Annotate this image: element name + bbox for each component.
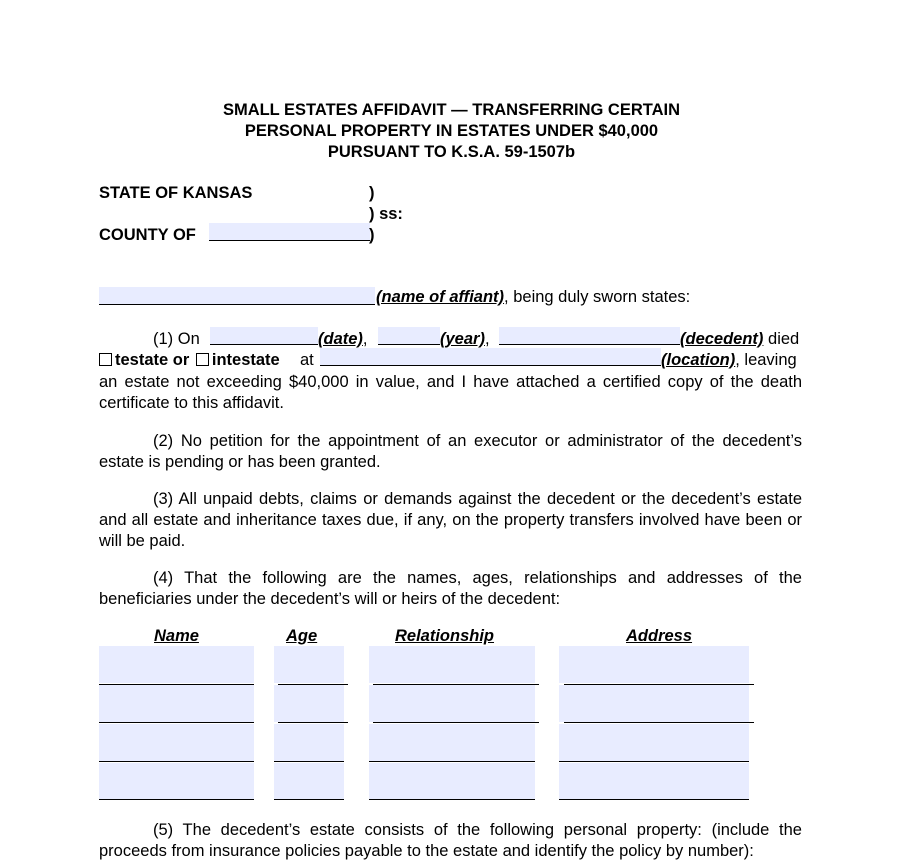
county-label: COUNTY OF (99, 226, 196, 244)
row-2-relationship-line (373, 722, 539, 723)
intestate-checkbox[interactable] (196, 353, 209, 366)
venue-paren-3: ) (369, 226, 375, 244)
p1-testate-line (99, 351, 280, 370)
row-3-age-line (274, 761, 344, 762)
p1-on: (1) On (153, 330, 200, 348)
intestate-label: intestate (211, 351, 280, 369)
row-2-age[interactable] (274, 685, 344, 722)
row-3-address-line (559, 761, 749, 762)
paragraph-2 (99, 431, 802, 473)
title-line-1: SMALL ESTATES AFFIDAVIT — TRANSFERRING CERTAIN (222, 101, 681, 119)
document-title (0, 100, 903, 163)
year-field[interactable] (378, 327, 440, 345)
date-comma: , (362, 330, 368, 348)
row-3-address[interactable] (559, 724, 749, 761)
row-3-relationship-line (369, 761, 535, 762)
row-4-age[interactable] (274, 763, 344, 800)
date-label: (date) (318, 330, 363, 348)
affiant-name-field[interactable] (99, 287, 375, 305)
year-comma: , (484, 330, 490, 348)
paragraph-3 (99, 489, 802, 552)
county-field[interactable] (209, 223, 370, 241)
paragraph-3-text: (3) All unpaid debts, claims or demands against the decedent or the decedent’s estate and all estate and inheritance taxes due, if any, on the property transfers involved have been or will be paid. (99, 490, 802, 550)
venue-paren-1: ) (369, 184, 375, 202)
title-line-2: PERSONAL PROPERTY IN ESTATES UNDER $40,000 (244, 122, 659, 140)
row-3-relationship[interactable] (369, 724, 535, 761)
paragraph-4 (99, 568, 802, 610)
row-3-name-line (99, 761, 254, 762)
row-4-name[interactable] (99, 763, 254, 800)
paragraph-2-text: (2) No petition for the appointment of an executor or administrator of the decedent’s estate is pending or has been granted. (99, 432, 802, 471)
row-2-age-line (278, 722, 348, 723)
p1-year (440, 330, 490, 349)
row-1-age[interactable] (274, 646, 344, 683)
header-age: Age (286, 627, 318, 645)
row-2-address[interactable] (559, 685, 749, 722)
year-label: (year) (440, 330, 485, 348)
decedent-label: (decedent) (680, 330, 764, 348)
paragraph-4-text: (4) That the following are the names, ages, relationships and addresses of the beneficiaries under the decedent’s will or heirs of the decedent: (99, 569, 802, 608)
row-4-name-line (99, 799, 254, 800)
header-address: Address (626, 627, 693, 645)
row-4-address-line (559, 799, 749, 800)
row-1-name[interactable] (99, 646, 254, 683)
row-4-address[interactable] (559, 763, 749, 800)
title-line-3: PURSUANT TO K.S.A. 59-1507b (327, 143, 576, 161)
affiant-line (376, 288, 690, 307)
header-name: Name (154, 627, 199, 645)
row-2-name-line (99, 722, 254, 723)
p1-date (318, 330, 368, 349)
row-2-name[interactable] (99, 685, 254, 722)
row-4-relationship-line (369, 799, 535, 800)
p1-rest: an estate not exceeding $40,000 in value, and I have attached a certified copy of the death certificate to this affidavit. (99, 373, 802, 412)
location-field[interactable] (320, 348, 661, 366)
location-label: (location) (661, 351, 736, 369)
row-2-relationship[interactable] (369, 685, 535, 722)
date-field[interactable] (210, 327, 318, 345)
p1-decedent (680, 330, 799, 349)
row-3-age[interactable] (274, 724, 344, 761)
row-2-address-line (564, 722, 754, 723)
state-label: STATE OF KANSAS (99, 184, 253, 202)
venue-ss: ) ss: (369, 205, 403, 223)
row-4-age-line (274, 799, 344, 800)
row-4-relationship[interactable] (369, 763, 535, 800)
testate-label: testate or (115, 351, 190, 369)
at-label: at (300, 351, 314, 369)
affiant-label: (name of affiant) (376, 288, 505, 306)
died-text: died (763, 330, 800, 348)
leaving-text: , leaving (735, 351, 797, 369)
decedent-field[interactable] (499, 327, 680, 345)
row-3-name[interactable] (99, 724, 254, 761)
affiant-after: , being duly sworn states: (504, 288, 691, 306)
testate-checkbox[interactable] (99, 353, 112, 366)
header-relationship: Relationship (395, 627, 495, 645)
paragraph-5-text: (5) The decedent’s estate consists of the following personal property: (include the proceeds from insurance policies payable to the estate and identify the policy by number): (99, 821, 802, 860)
paragraph-5 (99, 820, 802, 862)
row-1-relationship[interactable] (369, 646, 535, 683)
p1-location (661, 351, 797, 370)
row-1-address[interactable] (559, 646, 749, 683)
